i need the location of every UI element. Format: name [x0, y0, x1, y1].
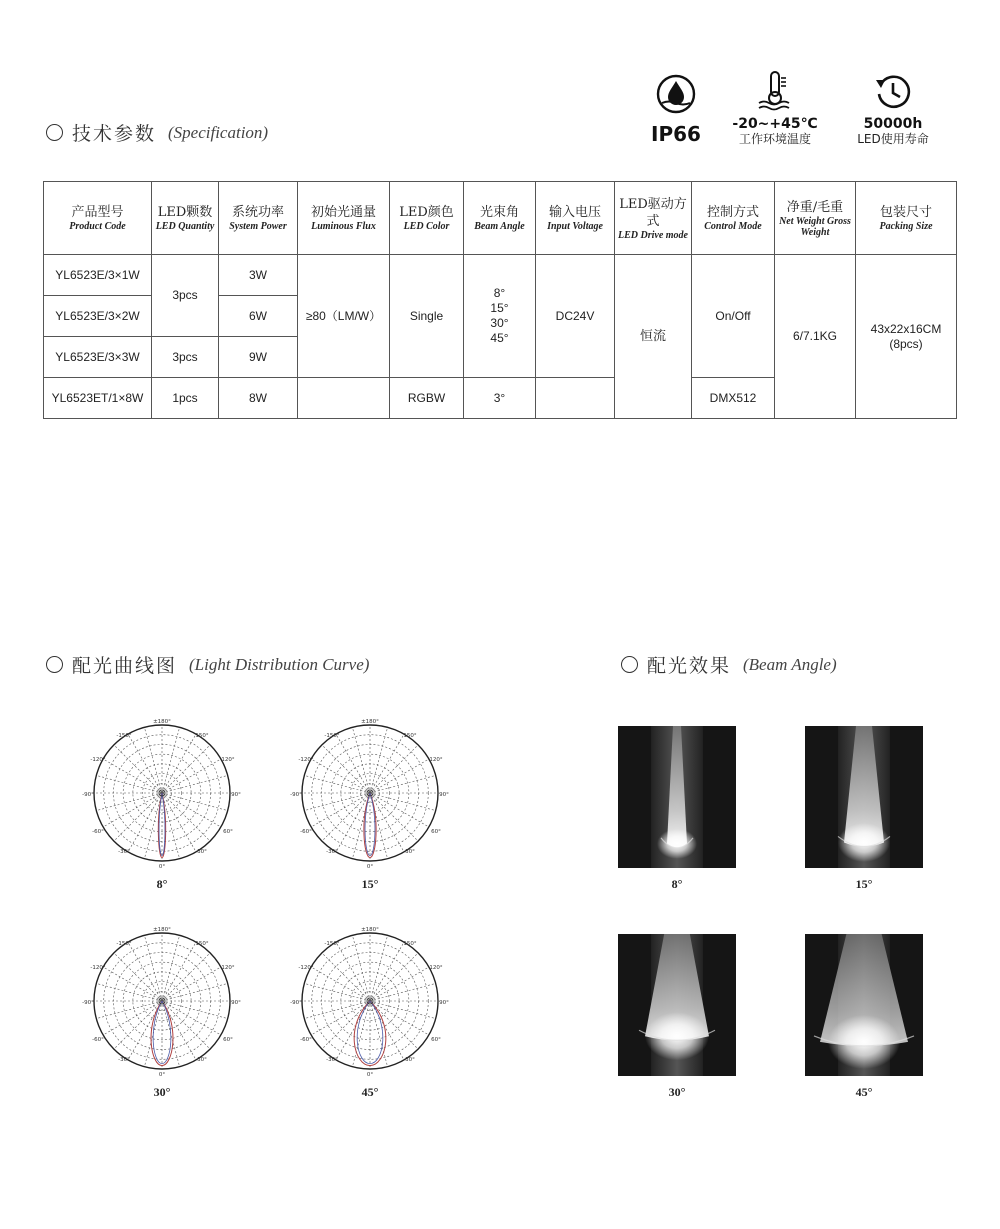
cell-control: DMX512 — [692, 378, 775, 419]
curve-title-en: (Light Distribution Curve) — [189, 654, 370, 674]
packing-count: (8pcs) — [889, 336, 923, 351]
polar-angle-label: -150° — [324, 941, 340, 947]
polar-diagram — [290, 923, 449, 1083]
header-luminous-flux: 初始光通量 Luminous Flux — [298, 182, 390, 255]
beam-angle-label: 30° — [668, 1085, 686, 1099]
polar-angle-label: 90° — [231, 792, 241, 798]
polar-angle-label: -90° — [82, 792, 94, 798]
polar-angle-label: 30° — [405, 1057, 415, 1063]
beam-angle-label: 45° — [855, 1085, 873, 1099]
polar-angle-label: -120° — [90, 757, 106, 763]
cell-drive: 恒流 — [615, 255, 692, 419]
curve-angle-label: 15° — [361, 877, 379, 891]
polar-angle-label: 60° — [223, 1037, 233, 1043]
polar-angle-label: ±180° — [361, 927, 379, 933]
beam-effect-image — [618, 726, 736, 868]
polar-angle-label: -150° — [116, 733, 132, 739]
polar-angle-label: 120° — [429, 757, 443, 763]
polar-angle-label: 90° — [439, 792, 449, 798]
beam-section-title — [621, 651, 837, 678]
polar-angle-label: ±180° — [361, 719, 379, 725]
header-led-color: LED颜色 LED Color — [390, 182, 464, 255]
curve-angle-label: 30° — [153, 1085, 171, 1099]
polar-angle-label: -90° — [290, 1000, 302, 1006]
header-packing-size: 包装尺寸 Packing Size — [856, 182, 957, 255]
polar-angle-label: 30° — [405, 849, 415, 855]
packing-size: 43x22x16CM — [870, 321, 942, 336]
polar-angle-label: 120° — [221, 965, 235, 971]
header-control-mode: 控制方式 Control Mode — [692, 182, 775, 255]
circle-bullet-icon — [621, 656, 638, 673]
polar-angle-label: 120° — [221, 757, 235, 763]
header-beam-angle: 光束角 Beam Angle — [464, 182, 536, 255]
curve-section-title — [46, 651, 369, 678]
beam-angle-value: 45° — [490, 331, 509, 345]
polar-angle-label: ±180° — [153, 927, 171, 933]
polar-angle-label: -60° — [300, 829, 312, 835]
cell-flux-empty — [298, 378, 390, 419]
polar-angle-label: 60° — [431, 1037, 441, 1043]
polar-angle-label: -30° — [326, 1057, 338, 1063]
water-drop-icon — [654, 72, 698, 116]
cell-flux: ≥80（LM/W） — [298, 255, 390, 378]
polar-angle-label: 150° — [403, 941, 417, 947]
header-input-voltage: 输入电压 Input Voltage — [536, 182, 615, 255]
cell-power: 9W — [219, 337, 298, 378]
beam-effect-image — [618, 934, 736, 1076]
cell-color: RGBW — [390, 378, 464, 419]
beam-angle-label: 8° — [671, 877, 683, 891]
table-header-row — [44, 182, 957, 255]
cell-qty: 3pcs — [152, 337, 219, 378]
cell-control: On/Off — [692, 255, 775, 378]
curve-title-zh: 配光曲线图 — [72, 655, 178, 677]
beam-angle-value: 30° — [490, 316, 509, 330]
feature-lifetime-caption: LED使用寿命 — [857, 132, 929, 146]
beam-title-zh: 配光效果 — [647, 655, 732, 677]
cell-power: 6W — [219, 296, 298, 337]
cell-power: 3W — [219, 255, 298, 296]
beam-angle-value: 15° — [490, 301, 509, 315]
cell-code: YL6523E/3×2W — [44, 296, 152, 337]
polar-diagram — [82, 923, 241, 1083]
spec-table — [43, 181, 957, 419]
feature-temperature — [722, 70, 828, 147]
polar-angle-label: 0° — [158, 864, 166, 870]
thermometer-icon — [755, 70, 795, 112]
feature-lifetime — [840, 72, 946, 147]
polar-angle-label: -30° — [118, 1057, 130, 1063]
spec-title-en: (Specification) — [168, 122, 269, 142]
beam-angle-value: 8° — [493, 286, 506, 300]
polar-angle-label: -150° — [116, 941, 132, 947]
polar-angle-label: 150° — [195, 733, 209, 739]
beam-angle-label: 15° — [855, 877, 873, 891]
spec-section-title — [46, 119, 268, 146]
cell-code: YL6523E/3×3W — [44, 337, 152, 378]
beam-effect-image — [805, 934, 923, 1076]
polar-angle-label: -150° — [324, 733, 340, 739]
cell-beam-angle: 3° — [464, 378, 536, 419]
cell-packing — [856, 255, 957, 419]
polar-angle-label: ±180° — [153, 719, 171, 725]
polar-angle-label: 120° — [429, 965, 443, 971]
polar-diagram — [290, 715, 449, 875]
polar-angle-label: 150° — [195, 941, 209, 947]
polar-angle-label: -60° — [92, 1037, 104, 1043]
polar-diagram — [82, 715, 241, 875]
cell-qty: 1pcs — [152, 378, 219, 419]
polar-angle-label: 0° — [366, 1072, 374, 1078]
polar-angle-label: 30° — [197, 849, 207, 855]
beam-title-en: (Beam Angle) — [743, 654, 837, 674]
polar-angle-label: -60° — [92, 829, 104, 835]
feature-ip66 — [640, 72, 712, 145]
table-row — [44, 255, 957, 296]
clock-icon — [873, 72, 913, 112]
polar-angle-label: 0° — [366, 864, 374, 870]
polar-angle-label: 150° — [403, 733, 417, 739]
header-drive-mode: LED驱动方式 LED Drive mode — [615, 182, 692, 255]
header-weight: 净重/毛重 Net Weight Gross Weight — [775, 182, 856, 255]
polar-angle-label: -120° — [298, 965, 314, 971]
circle-bullet-icon — [46, 124, 63, 141]
header-led-quantity: LED颗数 LED Quantity — [152, 182, 219, 255]
cell-beam-angles — [464, 255, 536, 378]
polar-angle-label: -120° — [298, 757, 314, 763]
feature-lifetime-value: 50000h — [863, 116, 923, 132]
cell-voltage-empty — [536, 378, 615, 419]
polar-angle-label: 90° — [439, 1000, 449, 1006]
polar-angle-label: 0° — [158, 1072, 166, 1078]
polar-angle-label: -90° — [290, 792, 302, 798]
polar-angle-label: -90° — [82, 1000, 94, 1006]
spec-title-zh: 技术参数 — [72, 123, 157, 145]
polar-angle-label: 60° — [223, 829, 233, 835]
feature-temperature-caption: 工作环境温度 — [738, 132, 811, 146]
polar-angle-label: 90° — [231, 1000, 241, 1006]
polar-angle-label: 60° — [431, 829, 441, 835]
polar-angle-label: -30° — [326, 849, 338, 855]
cell-color: Single — [390, 255, 464, 378]
cell-code: YL6523E/3×1W — [44, 255, 152, 296]
header-product-code: 产品型号 Product Code — [44, 182, 152, 255]
cell-qty: 3pcs — [152, 255, 219, 337]
polar-angle-label: 30° — [197, 1057, 207, 1063]
cell-code: YL6523ET/1×8W — [44, 378, 152, 419]
curve-angle-label: 8° — [156, 877, 168, 891]
polar-angle-label: -120° — [90, 965, 106, 971]
polar-angle-label: -30° — [118, 849, 130, 855]
cell-weight: 6/7.1KG — [775, 255, 856, 419]
feature-ip66-label: IP66 — [651, 122, 701, 146]
curve-angle-label: 45° — [361, 1085, 379, 1099]
cell-power: 8W — [219, 378, 298, 419]
polar-angle-label: -60° — [300, 1037, 312, 1043]
header-system-power: 系统功率 System Power — [219, 182, 298, 255]
beam-effect-image — [805, 726, 923, 868]
feature-temperature-value: -20~+45℃ — [732, 116, 818, 132]
cell-voltage: DC24V — [536, 255, 615, 378]
circle-bullet-icon — [46, 656, 63, 673]
